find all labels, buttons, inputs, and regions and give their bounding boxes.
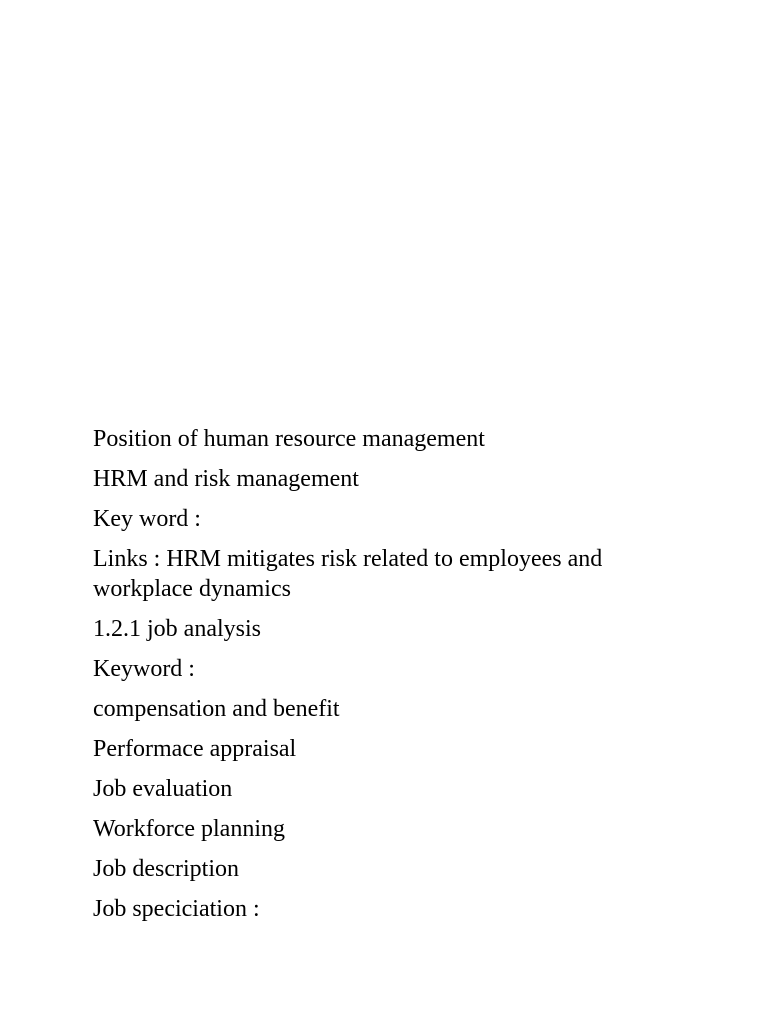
- document-body: [93, 424, 673, 934]
- keyword-job-specification: Job speciciation :: [93, 896, 260, 922]
- keyword-compensation: compensation and benefit: [93, 696, 340, 722]
- keyword-workforce-planning: Workforce planning: [93, 816, 285, 842]
- links-text: Links : HRM mitigates risk related to employees and workplace dynamics: [93, 546, 603, 602]
- section-job-analysis: 1.2.1 job analysis: [93, 616, 261, 642]
- keyword-job-evaluation: Job evaluation: [93, 776, 233, 802]
- heading-position-of-hrm: Position of human resource management: [93, 426, 485, 452]
- keyword-job-description: Job description: [93, 856, 239, 882]
- key-word-label: Key word :: [93, 506, 201, 532]
- subheading-hrm-risk-management: HRM and risk management: [93, 466, 359, 492]
- keyword-label: Keyword :: [93, 656, 195, 682]
- keyword-performance-appraisal: Performace appraisal: [93, 736, 297, 762]
